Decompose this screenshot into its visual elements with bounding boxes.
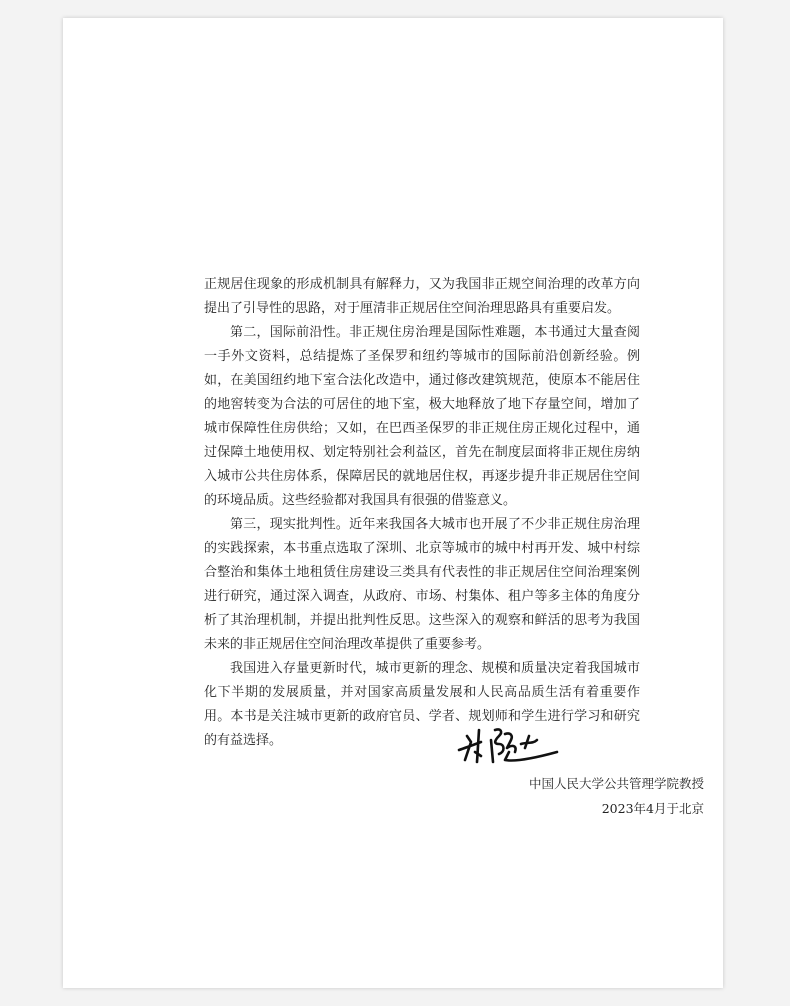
handwritten-signature-icon	[455, 722, 565, 768]
paragraph-international: 第二，国际前沿性。非正规住房治理是国际性难题，本书通过大量查阅一手外文资料，总结提炼了圣保罗和纽约等城市的国际前沿创新经验。例如，在美国纽约地下室合法化改造中，通过修改建筑规范，使原本不能居住的地窖转变为合法的可居住的地下室，极大地释放了地下存量空间，增加了城市保障性住房供给；又如，在巴西圣保罗的非正规住房正规化过程中，通过保障土地使用权、划定特别社会利益区，首先在制度层面将非正规住房纳入城市公共住房体系，保障居民的就地居住权，再逐步提升非正规居住空间的环境品质。这些经验都对我国具有很强的借鉴意义。	[204, 325, 640, 508]
document-body	[204, 273, 640, 753]
paragraph-conclusion: 我国进入存量更新时代，城市更新的理念、规模和质量决定着我国城市化下半期的发展质量，并对国家高质量发展和人民高品质生活有着重要作用。本书是关注城市更新的政府官员、学者、规划师和学生进行学习和研究的有益选择。	[204, 661, 640, 748]
paragraph-critical: 第三，现实批判性。近年来我国各大城市也开展了不少非正规住房治理的实践探索，本书重点选取了深圳、北京等城市的城中村再开发、城中村综合整治和集体土地租赁住房建设三类具有代表性的非正规居住空间治理案例进行研究，通过深入调查，从政府、市场、村集体、租户等多主体的角度分析了其治理机制，并提出批判性反思。这些深入的观察和鲜活的思考为我国未来的非正规居住空间治理改革提供了重要参考。	[204, 517, 640, 652]
paragraph-continued: 正规居住现象的形成机制具有解释力，又为我国非正规空间治理的改革方向提出了引导性的思路，对于厘清非正规居住空间治理思路具有重要启发。	[204, 277, 640, 316]
signature-affiliation: 中国人民大学公共管理学院教授	[528, 776, 704, 791]
document-page	[63, 18, 723, 988]
signature-date: 2023年4月于北京	[601, 801, 704, 816]
